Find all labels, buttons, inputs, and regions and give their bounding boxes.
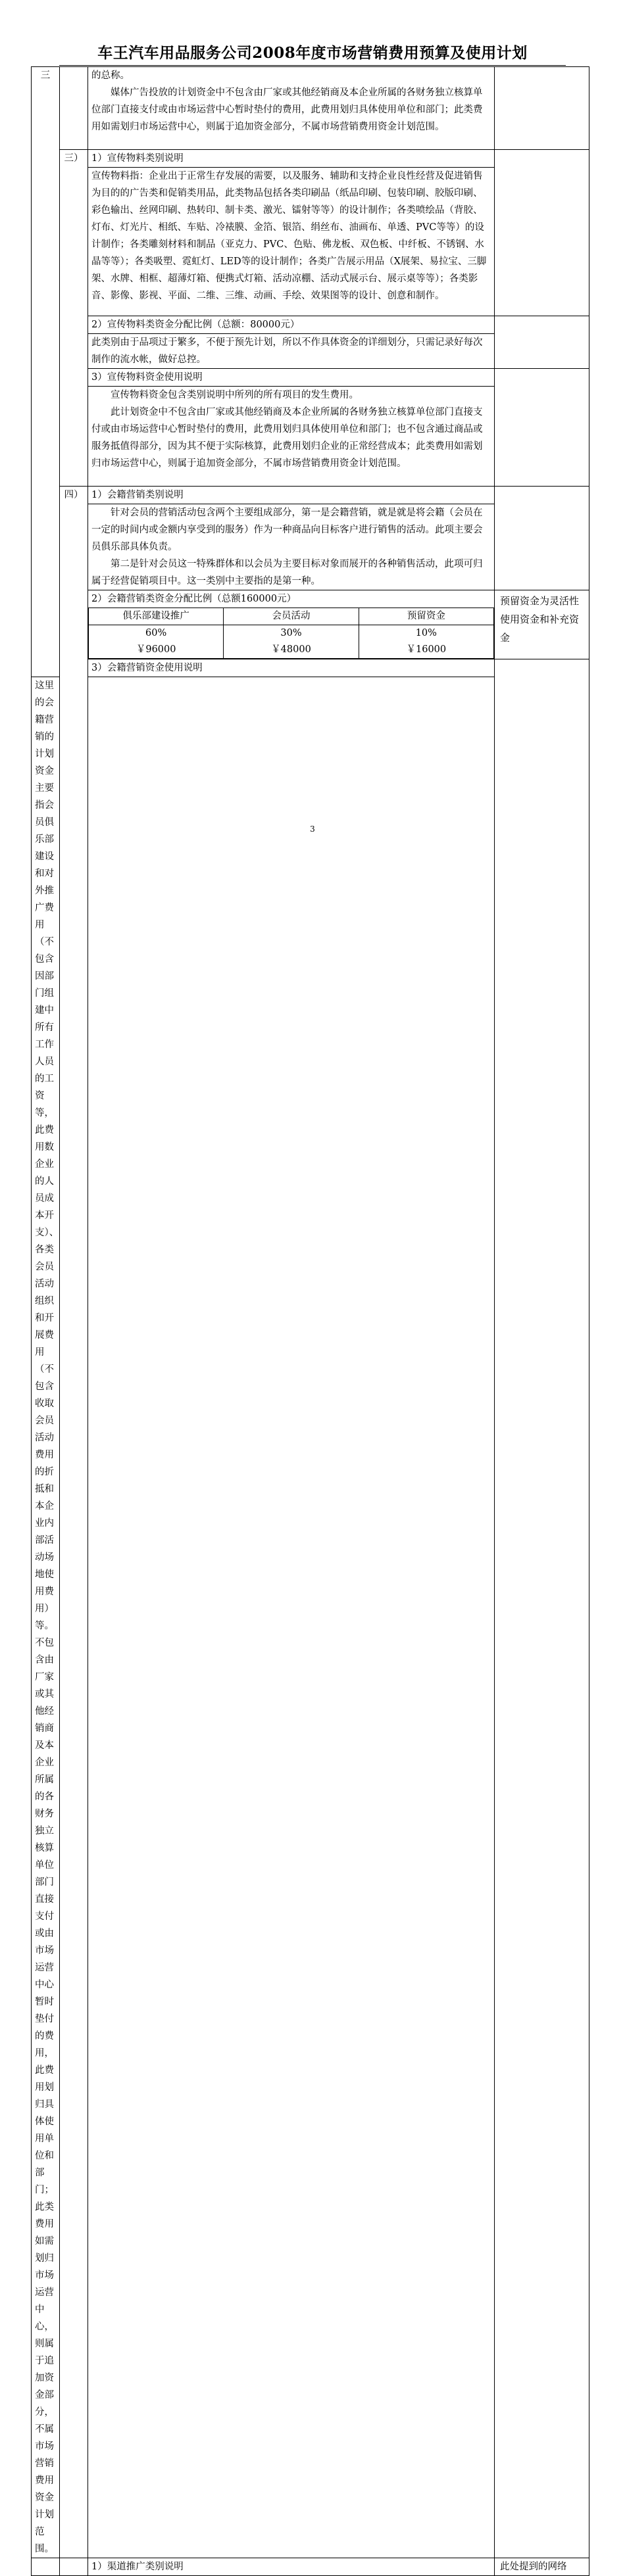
member-allocation-cell <box>88 590 495 659</box>
promo-allocation-text: 此类别由于品项过于繁多，不便于预先计划，所以不作具体资金的详细划分，只需记录好每次制作的流水帐，做好总控。 <box>91 337 483 365</box>
alloc-club-percent: 60% <box>145 628 167 638</box>
alloc-activities-cell <box>224 625 359 659</box>
promo-usage-cell <box>88 387 495 487</box>
promo-allocation-cell <box>88 334 495 369</box>
promo-usage-paragraph-1: 宣传物料资金包含类别说明中所列的所有项目的发生费用。 <box>111 390 359 400</box>
member-note-cell-3 <box>495 659 589 2558</box>
channel-note: 此处提到的网络 <box>495 2558 589 2576</box>
alloc-header-club: 俱乐部建设推广 <box>89 608 224 625</box>
member-note-cell-1 <box>495 487 589 590</box>
member-reserve-note: 预留资金为灵活性使用资金和补充资金 <box>495 590 589 659</box>
channel-heading-1: 1）渠道推广类别说明 <box>88 2558 495 2576</box>
member-heading-1: 1）会籍营销类别说明 <box>88 487 495 504</box>
promo-heading-1: 1）宣传物料类别说明 <box>88 150 495 168</box>
alloc-activities-amount: ￥48000 <box>271 644 311 655</box>
member-description-cell <box>88 504 495 590</box>
media-note-cell <box>495 67 589 150</box>
member-usage-cell <box>32 677 60 2558</box>
promo-note-cell-1 <box>495 150 589 316</box>
alloc-club-cell <box>89 625 224 659</box>
alloc-header-activities: 会员活动 <box>224 608 359 625</box>
alloc-reserve-cell <box>359 625 493 659</box>
member-heading-3: 3）会籍营销资金使用说明 <box>88 659 495 677</box>
media-subsection-cell <box>60 67 88 150</box>
promo-note-cell-2 <box>495 316 589 369</box>
channel-section-cell <box>32 2558 60 2576</box>
member-subsection-label-cell <box>60 487 88 2558</box>
alloc-header-reserve: 预留资金 <box>359 608 493 625</box>
promo-heading-3: 3）宣传物料资金使用说明 <box>88 369 495 387</box>
member-heading-2: 2）会籍营销类资金分配比例（总额160000元） <box>91 594 297 604</box>
promo-note-cell-3 <box>495 369 589 487</box>
alloc-reserve-amount: ￥16000 <box>406 644 447 655</box>
media-content-cell <box>88 67 495 150</box>
member-allocation-table <box>88 608 494 659</box>
member-subsection-label: 四） <box>64 490 84 500</box>
title-underline <box>59 65 566 66</box>
promo-description-cell <box>88 168 495 316</box>
member-usage-paragraph: 这里的会籍营销的计划资金主要指会员俱乐部建设和对外推广费用（不包含因部门组建中所有工作人员的工资等，此费用数企业的人员成本开支）、各类会员活动组织和开展费用（不包含收取会员活动费用的折抵和本企业内部活动场地使用费用）等。不包含由厂家或其他经销商及本企业所属的各财务独立核算单位部门直接支付或由市场运营中心暂时垫付的费用，此费用划归具体使用单位和部门；此类费用如需划归市场运营中心，则属于追加资金部分，不属市场营销费用资金计划范围。 <box>35 680 59 2554</box>
promo-subsection-label: 三） <box>64 153 84 164</box>
promo-subsection-label-cell <box>60 150 88 487</box>
page-number: 3 <box>310 824 315 834</box>
alloc-reserve-percent: 10% <box>415 628 437 638</box>
channel-subsection-cell <box>60 2558 88 2576</box>
document-title: 车王汽车用品服务公司2008年度市场营销费用预算及使用计划 <box>97 44 528 62</box>
alloc-club-amount: ￥96000 <box>136 644 176 655</box>
promo-description: 宣传物料指：企业出于正常生存发展的需要，以及服务、辅助和支持企业良性经营及促进销售为目的的广告类和促销类用品，此类物品包括各类印刷品（纸品印刷、包装印刷、胶版印刷、彩色输出、丝网印刷、热转印、制卡类、激光、镭射等等）的设计制作；各类喷绘品（背胶、灯布、灯光片、相纸、车贴、冷裱膜、金箔、银箔、绢丝布、油画布、单透、PVC等等）的设计制作；各类雕刻材料和制品（亚克力、PVC、色贴、佛龙板、双色板、中纤板、不锈钢、水晶等等）；各类吸塑、霓虹灯、LED等的设计制作；各类广告展示用品（X展架、易拉宝、三脚架、水牌、相框、超薄灯箱、便携式灯箱、活动凉棚、活动式展示台、展示桌等等）；各类影音、影像、影视、平面、二维、三维、动画、手绘、效果图等的设计、创意和制作。 <box>91 171 487 301</box>
promo-heading-2: 2）宣传物料类资金分配比例（总额：80000元） <box>88 316 495 334</box>
member-description-2: 第二是针对会员这一特殊群体和以会员为主要目标对象而展开的各种销售活动，此项可归属于经营促销项目中。这一类别中主要指的是第一种。 <box>91 559 483 586</box>
promo-usage-paragraph-2: 此计划资金中不包含由厂家或其他经销商及本企业所属的各财务独立核算单位部门直接支付或由市场运营中心暂时垫付的费用，此费用划归具体使用单位和部门；也不包含通过商品或服务抵值得部分，因为其不便于实际核算，此费用划归企业的正常经营成本；此类费用如需划归市场运营中心，则属于追加资金部分，不属市场营销费用资金计划范围。 <box>91 407 483 469</box>
section-label-cell <box>32 67 60 677</box>
alloc-activities-percent: 30% <box>280 628 302 638</box>
member-description-1: 针对会员的营销活动包含两个主要组成部分，第一是会籍营销，就是就是将会籍（会员在一定的时间内或金额内享受到的服务）作为一种商品向目标客户进行销售的活动。此项主要会员俱乐部具体负责。 <box>91 508 483 552</box>
media-usage-paragraph: 媒体广告投放的计划资金中不包含由厂家或其他经销商及本企业所属的各财务独立核算单位部门直接支付或由市场运营中心暂时垫付的费用，此费用划归具体使用单位和部门；此类费用如需划归市场运营中心，则属于追加资金部分，不属市场营销费用资金计划范围。 <box>91 87 483 132</box>
media-continued-text: 的总称。 <box>91 70 130 81</box>
budget-table <box>31 66 589 2576</box>
section-label: 三 <box>40 70 51 81</box>
